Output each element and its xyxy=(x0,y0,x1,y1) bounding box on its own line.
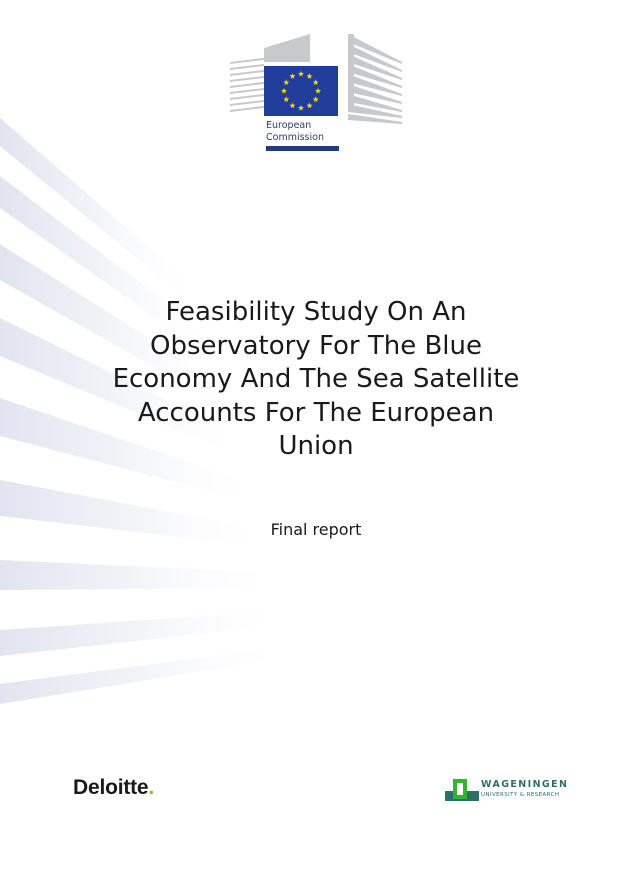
report-title xyxy=(60,296,572,464)
org-name-line-1: European xyxy=(266,120,312,131)
title-line: Feasibility Study On An xyxy=(165,297,467,327)
wageningen-emblem-icon xyxy=(445,779,479,801)
org-name-underline xyxy=(266,146,339,151)
title-line: Observatory For The Blue xyxy=(149,330,482,361)
wageningen-wordmark: WAGENINGEN xyxy=(481,779,569,790)
deloitte-logo xyxy=(73,776,154,800)
deloitte-green-dot: . xyxy=(148,776,155,799)
wageningen-subline: UNIVERSITY & RESEARCH xyxy=(481,792,560,798)
title-line: Accounts For The European xyxy=(137,397,495,428)
deloitte-wordmark: Deloitte xyxy=(73,776,149,799)
european-commission-wordmark xyxy=(266,120,324,143)
org-name-line-2: Commission xyxy=(266,131,324,143)
report-subtitle: Final report xyxy=(270,520,362,539)
title-line: Economy And The Sea Satellite xyxy=(112,364,520,394)
title-line: Union xyxy=(278,431,354,461)
